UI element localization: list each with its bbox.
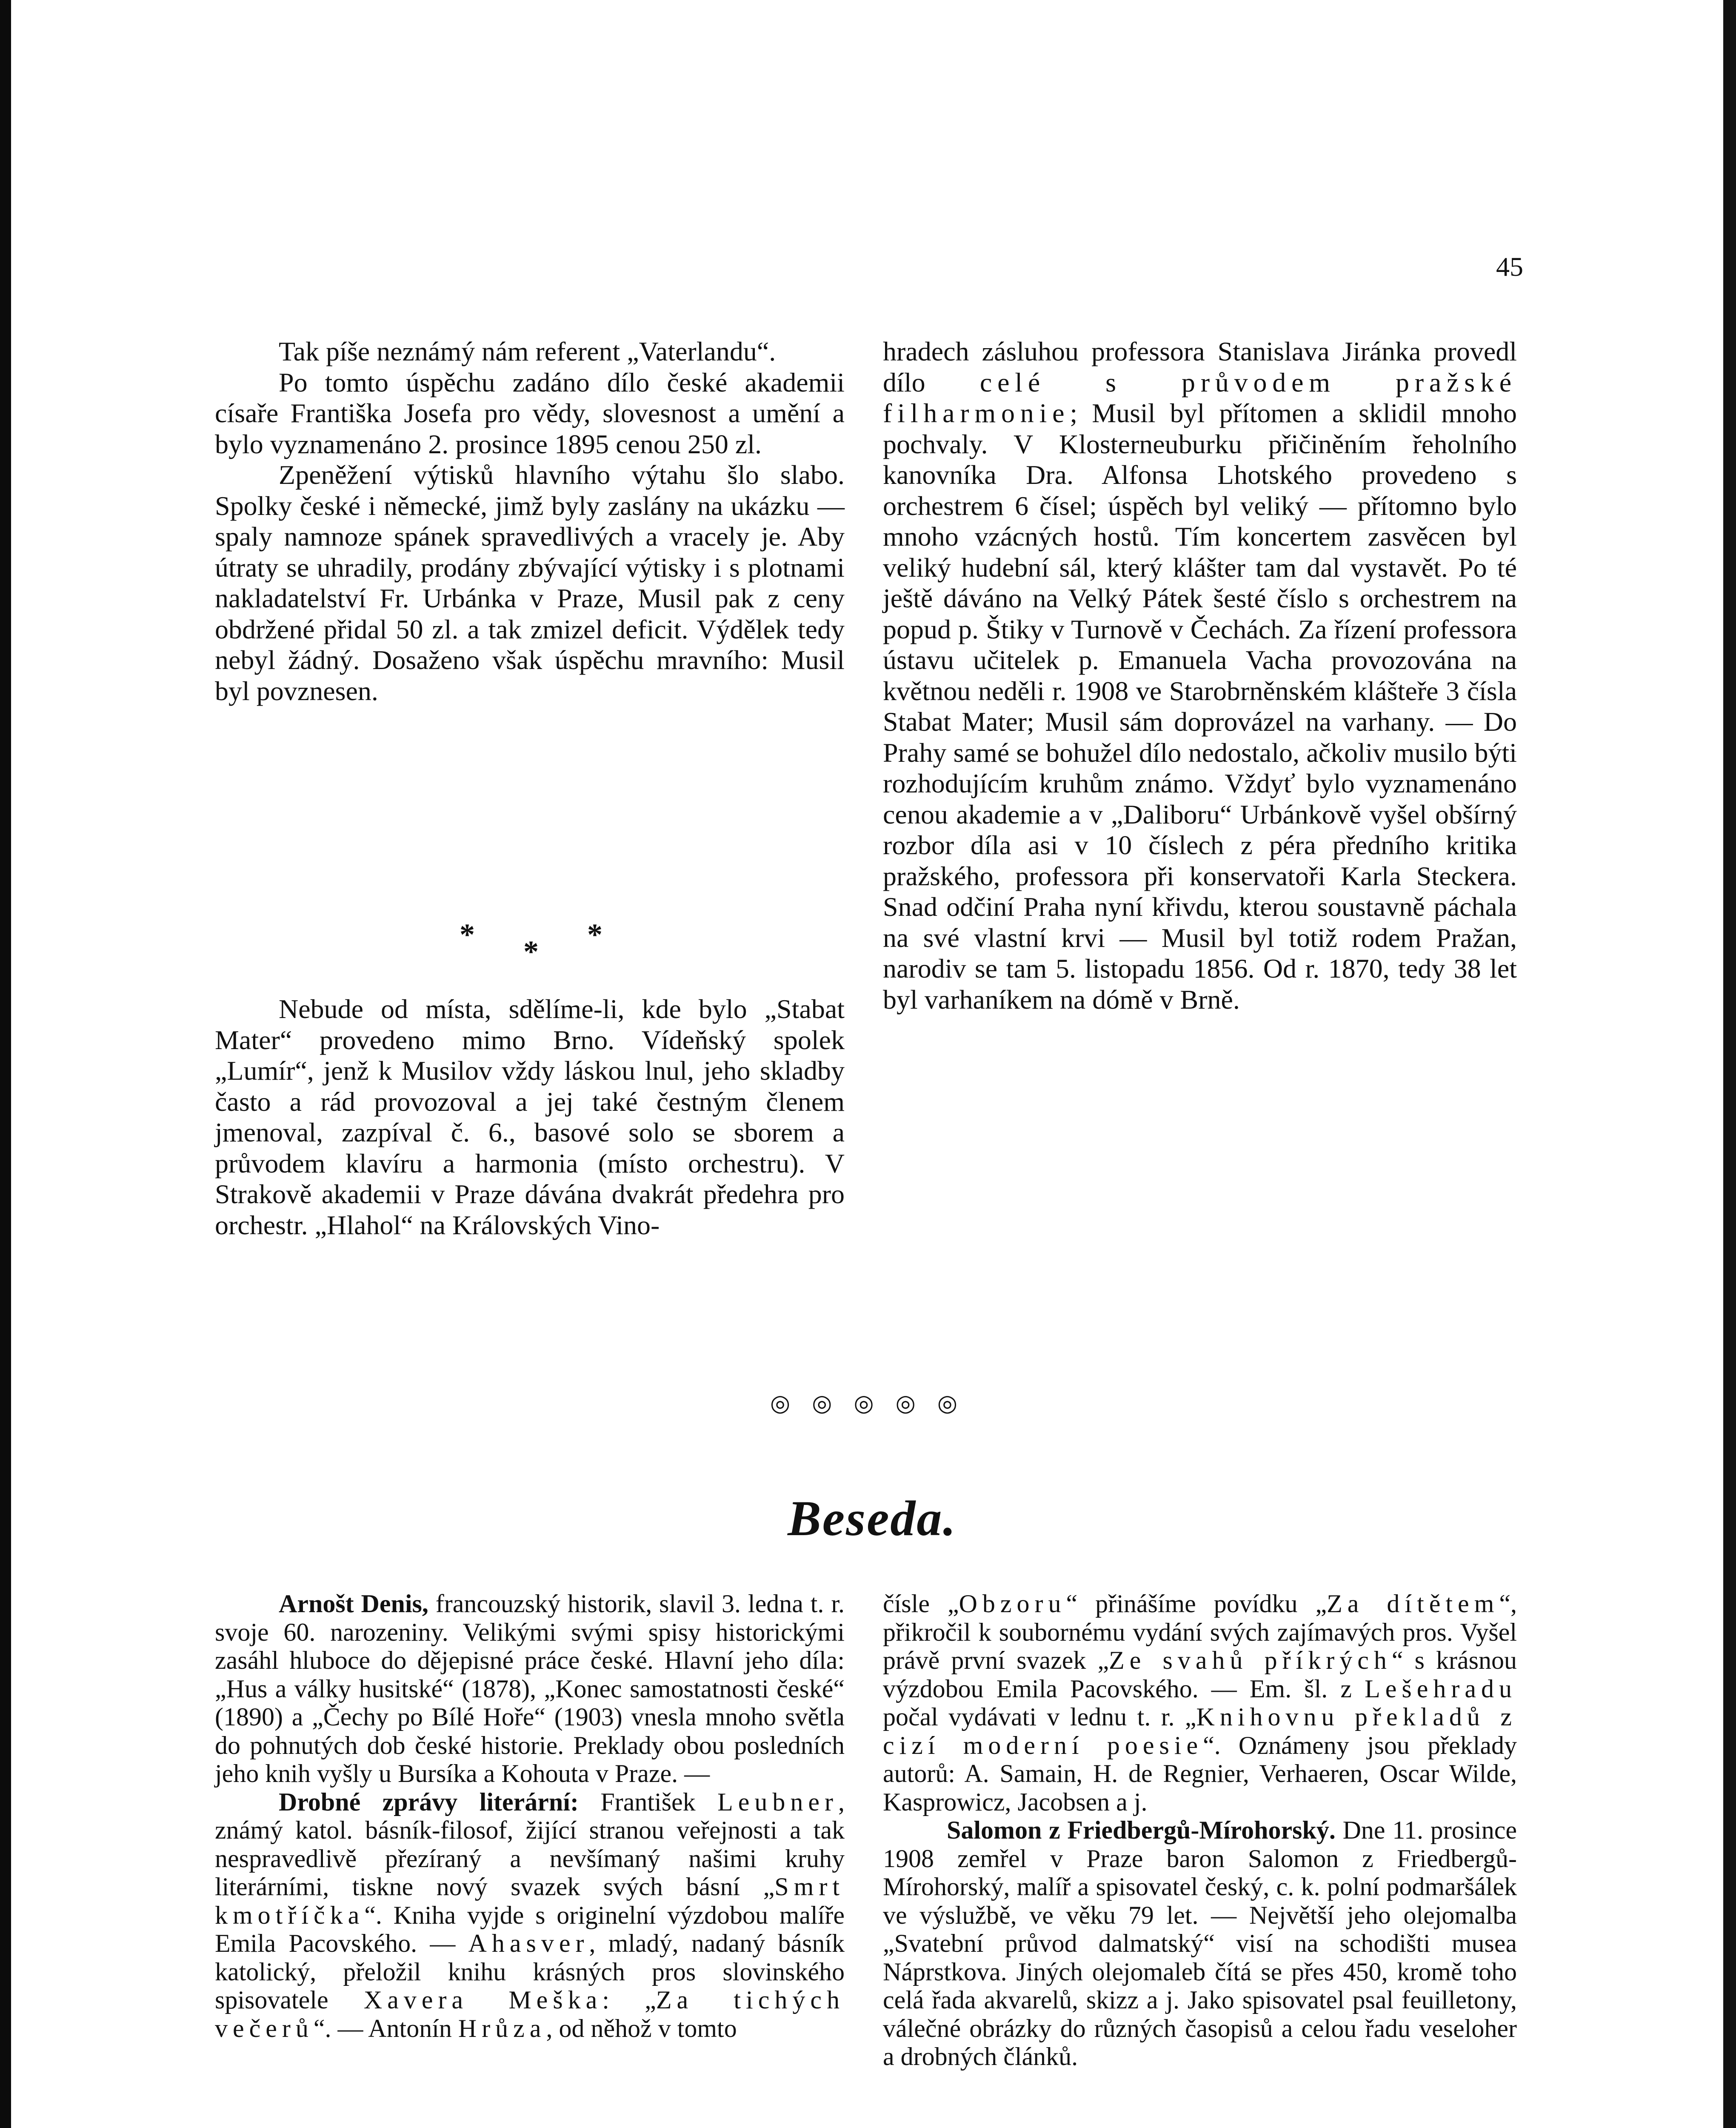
news-salomon bbox=[883, 1816, 1517, 2071]
news-right-text-2: “ přinášíme povídku „ bbox=[1066, 1590, 1327, 1618]
news-left-column bbox=[215, 1590, 845, 2042]
news-drobne-text-3: “. Kniha vyjde s originelní výzdobou malíře Emila Pacovského. — bbox=[215, 1901, 845, 1957]
news-right-spaced-1: Obzoru bbox=[959, 1590, 1066, 1618]
asterisk-3: * bbox=[587, 918, 602, 952]
news-right-text-5: počal vydávati v lednu t. r. „ bbox=[883, 1703, 1196, 1731]
section-title: Beseda. bbox=[788, 1490, 957, 1546]
ornament-icon-4: ◎ bbox=[895, 1390, 916, 1416]
news-drobne-text-7: , od něhož v tomto bbox=[546, 2014, 737, 2042]
article-right-text-2: ; Musil byl přítomen a sklidil mnoho pochvaly. V Klosterneuburku přičiněním řeholního kanovníka Dra. Alfonsa Lhotského provedeno s orchestrem 6 čísel; úspěch byl veliký — přítomno bylo mnoho vzácných hostů. Tím koncertem zasvěcen byl veliký hudební sál, který klášter tam dal vystavět. Po té ještě dáváno na Velký Pátek šesté číslo s orchestrem na popud p. Štiky v Turnově v Čechách. Za řízení professora ústavu učitelek p. Emanuela Vacha provozována na květnou neděli r. 1908 ve Starobrněnském klášteře 3 čísla Stabat Mater; Musil sám doprovázel na varhany. — Do Prahy samé se bohužel dílo nedostalo, ačkoliv musilo býti rozhodujícím kruhům známo. Vždyť bylo vyznamenáno cenou akademie a v „Daliboru“ Urbánkově vyšel obšírný rozbor díla asi v 10 číslech z péra předního kritika pražského, professora při konservatoři Karla Steckera. Snad odčiní Praha nyní křivdu, kterou soustavně páchala na své vlastní krvi — Musil byl totiž rodem Pražan, narodiv se tam 5. listopadu 1856. Od r. 1870, tedy 38 let byl varhaníkem na dómě v Brně. bbox=[883, 398, 1517, 1015]
ornament-icon-3: ◎ bbox=[854, 1390, 874, 1416]
news-drobne-spaced-6: Hrůza bbox=[458, 2014, 546, 2042]
ornament-icon-2: ◎ bbox=[812, 1390, 832, 1416]
article-right-spaced-1: celé s průvodem pražské filharmonie bbox=[883, 367, 1517, 428]
asterisk-1: * bbox=[460, 918, 475, 952]
article-paragraph-1: Tak píše neznámý nám referent „Vaterlandu“. bbox=[279, 336, 776, 366]
news-drobne-text-6: “. — Antonín bbox=[313, 2014, 458, 2042]
news-right-text-1: čísle „ bbox=[883, 1590, 959, 1618]
ornament-icon-5: ◎ bbox=[937, 1390, 957, 1416]
news-right-text-6: “. Oznámeny jsou překlady autorů: A. Samain, H. de Regnier, Verhaeren, Oscar Wilde, Kasprowicz, Jacobsen a j. bbox=[883, 1731, 1517, 1816]
news-right-spaced-4: Lešehradu bbox=[1365, 1674, 1517, 1703]
article-paragraph-4: Nebude od místa, sdělíme-li, kde bylo „Stabat Mater“ provedeno mimo Brno. Vídeňský spolek „Lumír“, jenž k Musilov vždy láskou lnul, jeho skladby často a rád provozoval a jej také čestným členem jmenoval, zazpíval č. 6., basové solo se sborem a průvodem klavíru a harmonia (místo orchestru). V Strakově akademii v Praze dávána dvakrát předehra pro orchestr. „Hlahol“ na Královských Vino- bbox=[215, 994, 845, 1240]
article-paragraph-3: Zpeněžení výtisků hlavního výtahu šlo slabo. Spolky české i německé, jimž byly zaslány na ukázku — spaly namnoze spánek spravedlivých a vracely je. Aby útraty se uhradily, prodány zbývající výtisky i s plotnami nakladatelství Fr. Urbánka v Praze, Musil pak z ceny obdržené přidal 50 zl. a tak zmizel deficit. Výdělek tedy nebyl žádný. Dosaženo však úspěchu mravního: Musil byl povznesen. bbox=[215, 460, 845, 706]
news-right-text-4: “ s krásnou výzdobou Emila Pacovského. — Em. šl. z bbox=[883, 1646, 1517, 1703]
scan-left-edge bbox=[0, 0, 11, 2128]
news-drobne-text-5: : „ bbox=[602, 1986, 656, 2014]
news-drobne bbox=[215, 1788, 845, 2043]
article-left-after-break bbox=[215, 994, 845, 1241]
news-denis-name: Arnošt Denis, bbox=[279, 1590, 428, 1618]
asterisk-2: * bbox=[523, 935, 539, 969]
news-drobne-spaced-1: Leubner bbox=[717, 1788, 838, 1816]
news-right-column bbox=[883, 1590, 1517, 2071]
scan-right-edge bbox=[1723, 0, 1736, 2128]
news-drobne-spaced-5: Za tichých večerů bbox=[215, 1986, 845, 2042]
news-right-spaced-5: Knihovnu překladů z cizí moderní poesie bbox=[883, 1703, 1517, 1759]
news-right-text-3: “, přikročil k soubornému vydání svých zajímavých pros. Vyšel právě první svazek „ bbox=[883, 1590, 1517, 1674]
news-right-continuation bbox=[883, 1590, 1517, 1816]
news-drobne-spaced-4: Xavera Meška bbox=[363, 1986, 602, 2014]
news-drobne-heading: Drobné zprávy literární: bbox=[279, 1788, 579, 1816]
article-paragraph-2: Po tomto úspěchu zadáno dílo české akademii císaře Františka Josefa pro vědy, slovesnost a umění a bylo vyznamenáno 2. prosince 1895 cenou 250 zl. bbox=[215, 367, 845, 459]
article-right-paragraph bbox=[883, 336, 1517, 1015]
news-right-spaced-3: Ze svahů příkrých bbox=[1109, 1646, 1392, 1674]
ornament-icon-1: ◎ bbox=[770, 1390, 791, 1416]
news-salomon-heading: Salomon z Friedbergů-Mírohorský. bbox=[947, 1816, 1336, 1844]
article-right-column bbox=[883, 336, 1517, 1015]
news-denis-text: francouzský historik, slavil 3. ledna t. r. svoje 60. narozeniny. Velikými svými spisy historickými zasáhl hluboce do dějepisné práce české. Hlavní jeho díla: „Hus a války husitské“ (1878), „Konec samostatnosti české“ (1890) a „Čechy po Bílé Hoře“ (1903) vnesla mnoho světla do pohnutých dob české historie. Preklady obou posledních jeho knih vyšly u Bursíka a Kohouta v Praze. — bbox=[215, 1590, 845, 1788]
ornament-divider bbox=[770, 1390, 957, 1416]
article-right-text-1: hradech zásluhou professora Stanislava Jiránka provedl dílo bbox=[883, 336, 1517, 398]
news-salomon-text: Dne 11. prosince 1908 zemřel v Praze baron Salomon z Friedbergů-Mírohorský, malíř a spisovatel český, c. k. polní podmaršálek ve výslužbě, ve věku 79 let. — Největší jeho olejomalba „Svatební průvod dalmatský“ visí na schodišti musea Náprstkova. Jiných olejomaleb čítá se přes 450, kromě toho celá řada akvarelů, skizz a j. Jako spisovatel psal feuilletony, válečné obrázky do různých časopisů a celou řadu veseloher a drobných článků. bbox=[883, 1816, 1517, 2071]
page-number: 45 bbox=[1496, 252, 1523, 282]
news-denis bbox=[215, 1590, 845, 1788]
news-drobne-text-2: , známý katol. básník-filosof, žijící stranou veřejnosti a tak nespravedlivě přezíraný a nevšímaný našimi kruhy literárními, tiskne nový svazek svých básní „ bbox=[215, 1788, 845, 1901]
news-drobne-spaced-3: Ahasver bbox=[468, 1929, 589, 1957]
asterisk-separator bbox=[451, 917, 621, 972]
news-right-spaced-2: Za dítětem bbox=[1327, 1590, 1499, 1618]
news-drobne-spaced-2: Smrt kmotříčka bbox=[215, 1873, 845, 1929]
news-drobne-text-4: , mladý, nadaný básník katolický, přeložil knihu krásných pros slovinského spisovatele bbox=[215, 1929, 845, 2014]
news-drobne-text-1: František bbox=[578, 1788, 718, 1816]
article-left-column bbox=[215, 336, 845, 706]
